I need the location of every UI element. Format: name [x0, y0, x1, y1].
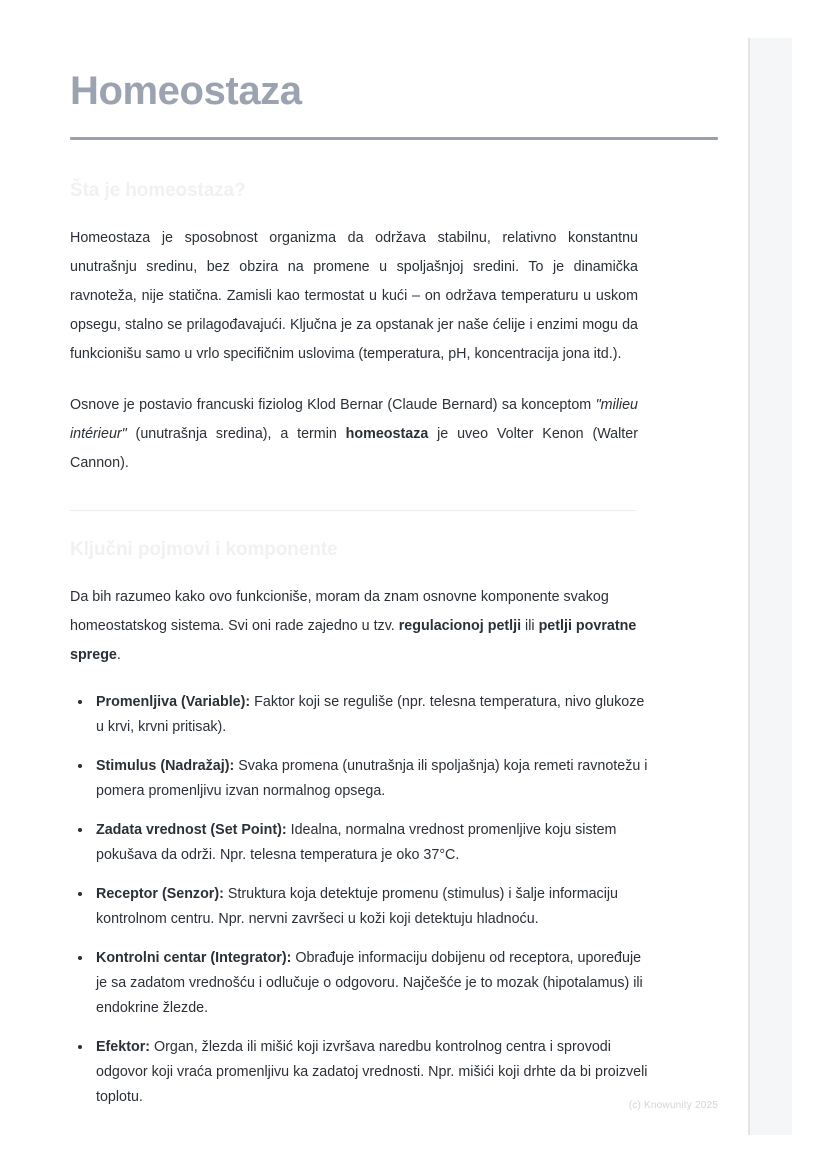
list-item [70, 946, 650, 1021]
side-panel [748, 38, 792, 1135]
footer-copyright: (c) Knowunity 2025 [628, 1100, 718, 1111]
list-item-text: Struktura koja detektuje promenu (stimulus) i šalje informaciju kontrolnom centru. Npr. nervni završeci u koži koji detektuju hladnoću. [96, 886, 619, 927]
list-item [70, 754, 650, 804]
list-item-term: Stimulus (Nadražaj): [96, 758, 235, 774]
key-components-list [70, 670, 650, 1110]
list-item-term: Zadata vrednost (Set Point): [96, 822, 287, 838]
section-heading-key-concepts: Ključni pojmovi i komponente [70, 539, 338, 560]
paragraph-definition: Homeostaza je sposobnost organizma da održava stabilnu, relativno konstantnu unutrašnju sredinu, bez obzira na promene u spoljašnjoj sredini. To je dinamička ravnoteža, nije statična. Zamisli kao termostat u kući – on održava temperaturu u uskom opsegu, stalno se prilagođavajući. Ključna je za opstanak jer naše ćelije i enzimi mogu da funkcionišu samo u vrlo specifičnim uslovima (temperatura, pH, koncentracija jona itd.). [70, 230, 638, 362]
page-title: Homeostaza [70, 69, 302, 113]
list-item-text: Svaka promena (unutrašnja ili spoljašnja) koja remeti ravnotežu i pomera promenljivu izvan normalnog opsega. [96, 758, 648, 799]
paragraph-history: Osnove je postavio francuski fiziolog Klod Bernar (Claude Bernard) sa konceptom "milieu intérieur" (unutrašnja sredina), a termin homeostaza je uveo Volter Kenon (Walter Cannon). [70, 397, 638, 471]
list-item [70, 1035, 650, 1110]
list-item-term: Promenljiva (Variable): [96, 694, 251, 710]
list-item-term: Kontrolni centar (Integrator): [96, 950, 292, 966]
list-item-term: Efektor: [96, 1039, 151, 1055]
list-item-text: Idealna, normalna vrednost promenljive koju sistem pokušava da održi. Npr. telesna temperatura je oko 37°C. [96, 822, 617, 863]
list-item-text: Organ, žlezda ili mišić koji izvršava naredbu kontrolnog centra i sprovodi odgovor koji vraća promenljivu ka zadatoj vrednosti. Npr. mišići koji drhte da bi proizveli toplotu. [96, 1039, 648, 1105]
list-item [70, 818, 650, 868]
list-item-text: Obrađuje informaciju dobijenu od receptora, upoređuje je sa zadatom vrednošću i odlučuje o odgovoru. Najčešće je to mozak (hipotalamus) ili endokrine žlezde. [96, 950, 643, 1016]
document-content [70, 0, 718, 1124]
section-heading-what-is-homeostasis: Šta je homeostaza? [70, 180, 246, 201]
list-item [70, 882, 650, 932]
list-item-text: Faktor koji se reguliše (npr. telesna temperatura, nivo glukoze u krvi, krvni pritisak). [96, 694, 645, 735]
list-item-term: Receptor (Senzor): [96, 886, 224, 902]
paragraph-key-concepts-intro: Da bih razumeo kako ovo funkcioniše, moram da znam osnovne komponente svakog homeostatskog sistema. Svi oni rade zajedno u tzv. regulacionoj petlji ili petlji povratne sprege. [70, 589, 637, 663]
list-item [70, 690, 650, 740]
